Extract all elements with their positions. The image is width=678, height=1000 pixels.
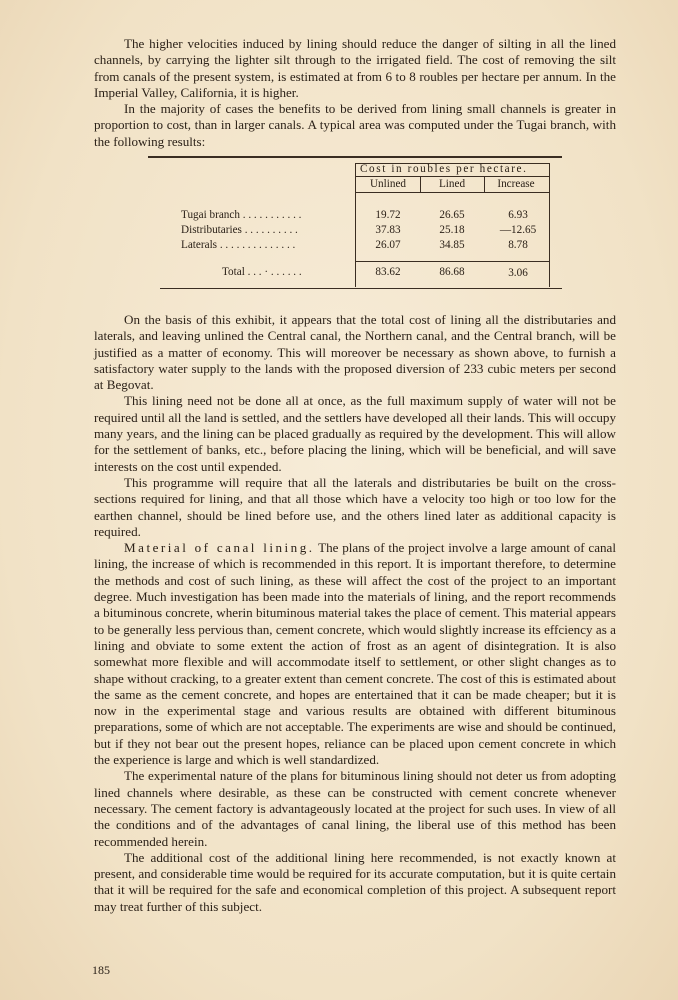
table-top-rule (148, 156, 562, 158)
cell-laterals-unlined: 26.07 (375, 239, 401, 251)
column-header-increase: Increase (497, 178, 535, 190)
cell-laterals-lined: 34.85 (439, 239, 465, 251)
paragraph-gradual-lining: This lining need not be done all at once, as the full maximum supply of water will not be required until all the land is settled, and the settlers have developed all their lands. This will occupy many years, and the lining can be placed gradually as required by the development. This will allow for the settlement of banks, etc., before placing the lining, which will be beneficial, and will save interests on the cost until expended. (94, 393, 616, 474)
row-label-distributaries: Distributaries . . . . . . . . . . (181, 224, 298, 236)
paragraph-additional-cost: The additional cost of the additional lining here recommended, is not exactly known at present, and considerable time would be required for its accurate computation, but it is quite certain that it will be required for the safe and economical completion of this project. A subsequent report may treat further of this subject. (94, 849, 616, 914)
cell-total-increase: 3.06 (508, 267, 528, 279)
column-divider-left (355, 163, 356, 287)
row-label-laterals: Laterals . . . . . . . . . . . . . . (181, 239, 296, 251)
section-title-material: Material of canal lining. (124, 540, 315, 556)
cell-distributaries-increase: —12.65 (499, 224, 537, 236)
cell-distributaries-lined: 25.18 (439, 224, 465, 236)
paragraph-exhibit: On the basis of this exhibit, it appears that the total cost of lining all the distributaries and laterals, and leaving unlined the Central canal, the Northern canal, and the Central branch, will be justified as a matter of economy. This will moreover be necessary as shown above, to furnish a satisfactory water supply to the lands with the proposed diversion of 233 cubic meters per second at Begovat. (94, 312, 616, 393)
cell-total-unlined: 83.62 (375, 266, 401, 278)
column-divider-right (549, 163, 550, 287)
paragraph-material-body: The plans of the project involve a large amount of canal lining, the increase of which is recommended in this report. It is important therefore, to determine the methods and cost of such lining, as these will affect the cost of the project to an important degree. Much investigation has been made into the materials of lining, and the report recommends a bituminous concrete, wherin bituminous material takes the place of cement. This material appears to be generally less pervious than, cement concrete, which would slightly increase its effciency as a lining and obviate to some extent the action of frost as an agent of disintegration. It is also somewhat more flexible and will accommodate itself to settlement, or other slight changes as to shape without cracking, to a greater extent than cement concrete. The cost of this is estimated about the same as the cement concrete, and hopes are entertained that it can be made cheaper; but it is now in the experimental stage and various results are obtained with different bituminous preparations, some of which are not acceptable. The experiments are wise and should be continued, but if they not bear out the present hopes, reliance can be placed upon cement concrete in which the experience is large and which is well standardized. (94, 540, 617, 768)
paragraph-experimental: The experimental nature of the plans for bituminous lining should not deter us from adopting lined channels where desirable, as these can be constructed with cement concrete whenever necessary. The cement factory is advantageously located at the project for such uses. In view of all the conditions and of the advantages of canal lining, the liberal use of this method has been recommended herein. (94, 768, 616, 849)
paragraph-material (94, 540, 616, 768)
row-label-tugai: Tugai branch . . . . . . . . . . . (181, 209, 302, 221)
column-divider-lined-increase (484, 176, 485, 192)
cell-tugai-lined: 26.65 (439, 209, 465, 221)
cell-total-lined: 86.68 (439, 266, 465, 278)
intro-text (94, 36, 616, 150)
paragraph-silting: The higher velocities induced by lining should reduce the danger of silting in all the lined channels, by carrying the lighter silt through to the irrigated field. The cost of removing the silt from canals of the present system, is estimated at from 6 to 8 roubles per hectare per annum. In the Imperial Valley, California, it is higher. (94, 36, 616, 100)
page-number: 185 (92, 963, 110, 977)
cell-tugai-increase: 6.93 (508, 209, 528, 221)
cell-tugai-unlined: 19.72 (375, 209, 401, 221)
header-span-rule (355, 176, 549, 177)
header-box-bottom (355, 192, 549, 193)
cell-laterals-increase: 8.78 (508, 239, 528, 251)
paragraph-programme: This programme will require that all the laterals and distributaries be built on the cross-sections required for lining, and that all those which have a velocity too high or too low for the earthen channel, should be lined before use, and the others lined later as additional capacity is required. (94, 474, 616, 539)
row-label-total: Total . . . · . . . . . . (222, 266, 302, 278)
table-span-header: Cost in roubles per hectare. (360, 163, 528, 175)
paragraph-benefits: In the majority of cases the benefits to be derived from lining small channels is greater in proportion to cost, than in larger canals. A typical area was computed under the Tugai branch, with the following results: (94, 101, 616, 149)
body-text (94, 312, 616, 915)
total-rule (355, 261, 549, 262)
column-header-unlined: Unlined (369, 178, 407, 190)
column-header-lined: Lined (438, 178, 466, 190)
table-bottom-rule (160, 288, 562, 289)
column-divider-unlined-lined (420, 176, 421, 192)
cost-table (148, 156, 562, 291)
cell-distributaries-unlined: 37.83 (375, 224, 401, 236)
